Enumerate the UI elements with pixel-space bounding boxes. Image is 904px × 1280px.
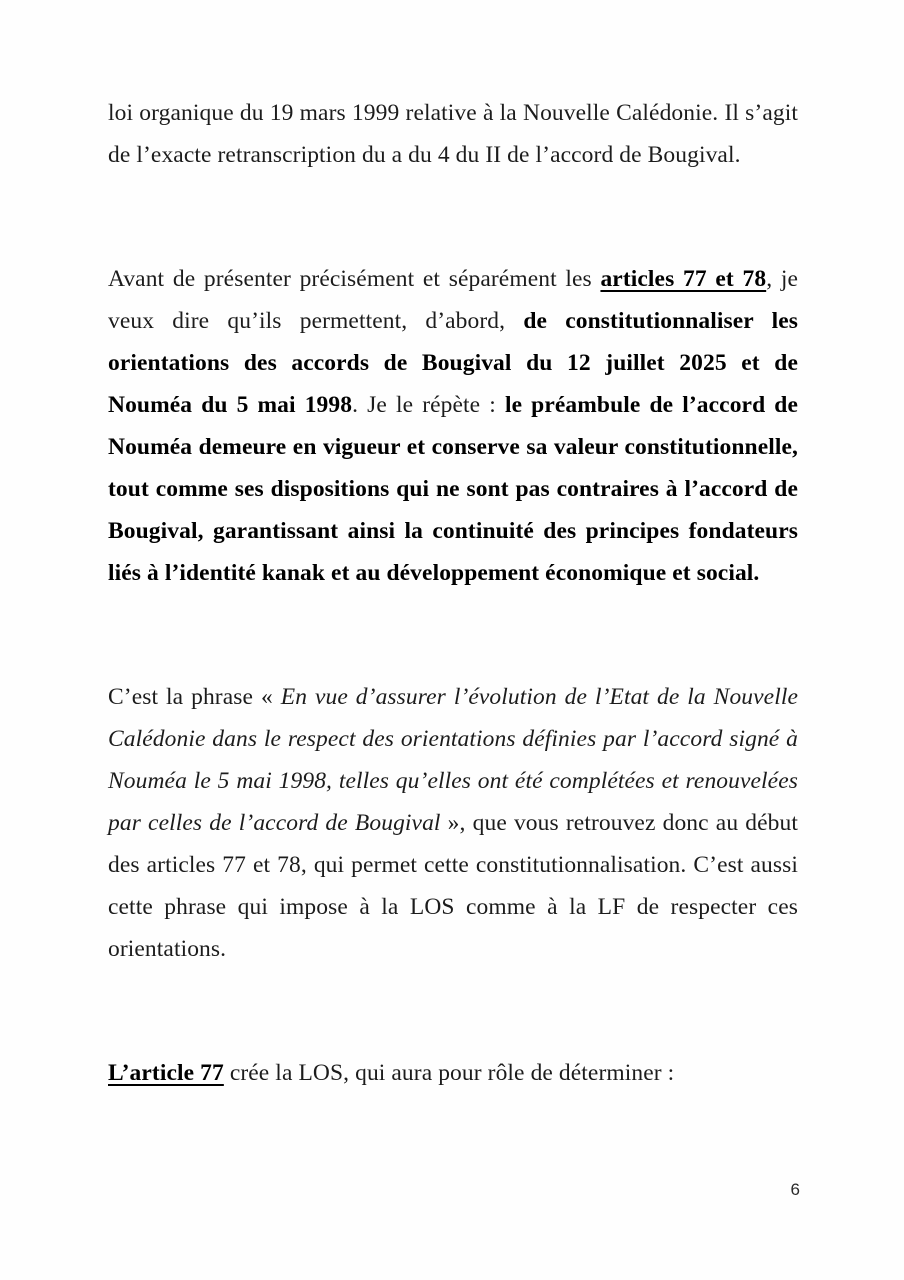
paragraph-article-77 — [108, 1052, 798, 1094]
paragraph-3-run-regular-1: C’est la phrase « — [108, 684, 281, 710]
paragraph-citation — [108, 676, 798, 970]
paragraph-intro-text: loi organique du 19 mars 1999 relative à la Nouvelle Calédonie. Il s’agit de l’exacte retranscription du a du 4 du II de l’accord de Bougival. — [108, 100, 798, 168]
page-number: 6 — [790, 1180, 800, 1199]
paragraph-4-run-regular: crée la LOS, qui aura pour rôle de déterminer : — [223, 1060, 675, 1086]
paragraph-2-run-regular-1: Avant de présenter précisément et séparément les — [108, 266, 601, 292]
paragraph-2-articles-77-78-emphasis: articles 77 et 78 — [600, 266, 767, 292]
document-content — [108, 92, 798, 1094]
paragraph-2-run-regular-2: , je veux dire qu’ils permettent, d’abord, — [108, 266, 798, 334]
paragraph-3-run-regular-2: », que vous retrouvez donc au début des articles 77 et 78, qui permet cette constitutionnalisation. C’est aussi cette phrase qui impose à la LOS comme à la LF de respecter ces orientations. — [108, 810, 799, 962]
paragraph-2-run-regular-3: . Je le répète : — [352, 392, 505, 418]
paragraph-2-run-bold-preambule: le préambule de l’accord de Nouméa demeure en vigueur et conserve sa valeur constitutionnelle, tout comme ses dispositions qui ne sont pas contraires à l’accord de Bougival, garantissant ainsi la continuité des principes fondateurs liés à l’identité kanak et au développement économique et social. — [108, 392, 799, 586]
paragraph-intro — [108, 92, 798, 176]
paragraph-4-article-77-emphasis: L’article 77 — [108, 1060, 224, 1086]
paragraph-3-quote-italic: En vue d’assurer l’évolution de l’Etat de la Nouvelle Calédonie dans le respect des orientations définies par l’accord signé à Nouméa le 5 mai 1998, telles qu’elles ont été complétées et renouvelées par celles de l’accord de Bougival — [108, 684, 799, 836]
paragraph-2-run-bold-orientations: de constitutionnaliser les orientations des accords de Bougival du 12 juillet 2025 et de Nouméa du 5 mai 1998 — [108, 308, 798, 418]
paragraph-constitutionnalisation — [108, 258, 798, 594]
